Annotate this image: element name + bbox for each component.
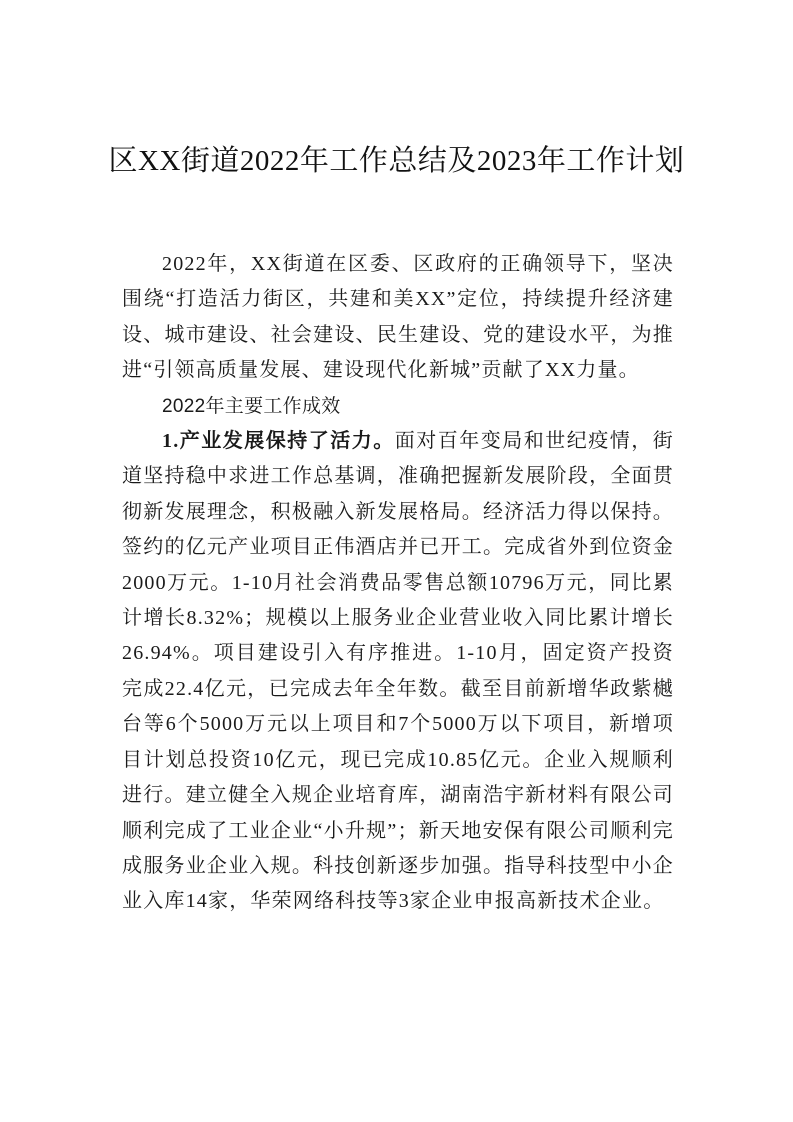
section-heading: 2022年主要工作成效	[162, 395, 341, 417]
item-paragraph	[122, 424, 674, 920]
document-body	[122, 247, 674, 920]
item-lead: 1.产业发展保持了活力。	[162, 430, 395, 453]
document-title: 区XX街道2022年工作总结及2023年工作计划	[108, 145, 685, 177]
item-text: 面对百年变局和世纪疫情，街道坚持稳中求进工作总基调，准确把握新发展阶段，全面贯彻新发展理念，积极融入新发展格局。经济活力得以保持。签约的亿元产业项目正伟酒店并已开工。完成省外到位资金2000万元。1-10月社会消费品零售总额10796万元，同比累计增长8.32%；规模以上服务业企业营业收入同比累计增长26.94%。项目建设引入有序推进。1-10月，固定资产投资完成22.4亿元，已完成去年全年数。截至目前新增华政紫樾台等6个5000万元以上项目和7个5000万以下项目，新增项目计划总投资10亿元，现已完成10.85亿元。企业入规顺利进行。建立健全入规企业培育库，湖南浩宇新材料有限公司顺利完成了工业企业“小升规”；新天地安保有限公司顺利完成服务业企业入规。科技创新逐步加强。指导科技型中小企业入库14家，华荣网络科技等3家企业申报高新技术企业。	[122, 430, 674, 913]
intro-paragraph: 2022年，XX街道在区委、区政府的正确领导下，坚决围绕“打造活力街区，共建和美XX”定位，持续提升经济建设、城市建设、社会建设、民生建设、党的建设水平，为推进“引领高质量发展、建设现代化新城”贡献了XX力量。	[122, 253, 674, 382]
